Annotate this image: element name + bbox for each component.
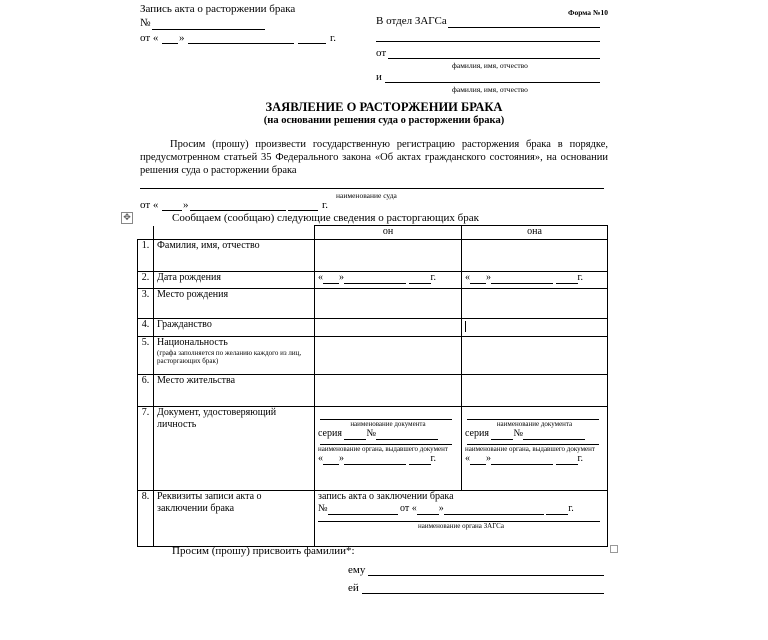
table-header-row	[138, 226, 608, 240]
doc-name-caption: наименование документа	[350, 420, 426, 428]
row-note-nationality: (графа заполняется по желанию каждого из лиц, расторгающих брак)	[157, 349, 302, 365]
she-id-document-cell[interactable]: наименование документа серия № наименование органа, выдавшего документ « » г.	[462, 407, 608, 491]
surname-request: Просим (прошу) присвоить фамилии*:	[172, 545, 355, 557]
surname-him-label: ему	[348, 564, 366, 576]
court-caption: наименование суда	[336, 191, 397, 200]
court-name-field[interactable]	[140, 188, 604, 189]
fio-caption-1: фамилия, имя, отчество	[452, 61, 528, 70]
table-row	[138, 375, 608, 407]
row-number: 1.	[138, 240, 154, 272]
info-line: Сообщаем (сообщаю) следующие сведения о расторгающих брак	[172, 212, 479, 224]
row-label-residence: Место жительства	[154, 375, 315, 407]
table-row	[138, 272, 608, 289]
he-nationality-cell[interactable]	[315, 337, 462, 375]
he-id-document-cell[interactable]: наименование документа серия № наименование органа, выдавшего документ « » г.	[315, 407, 462, 491]
row-label-birthdate: Дата рождения	[154, 272, 315, 289]
row-number: 7.	[138, 407, 154, 491]
row-number: 2.	[138, 272, 154, 289]
act-date-month-field[interactable]	[188, 43, 294, 44]
registry-caption: наименование органа ЗАГСа	[418, 522, 504, 530]
table-row	[138, 407, 608, 491]
row-label-fio: Фамилия, имя, отчество	[154, 240, 315, 272]
move-icon[interactable]: ✥	[121, 212, 133, 224]
fio-caption-2: фамилия, имя, отчество	[452, 85, 528, 94]
row-label-id-document: Документ, удостоверяющий личность	[154, 407, 315, 491]
surname-him-field[interactable]	[368, 575, 604, 576]
act-number-label: №	[140, 17, 151, 29]
court-date-quote: »	[183, 199, 189, 211]
text-cursor	[465, 321, 466, 332]
he-birthplace-cell[interactable]	[315, 289, 462, 319]
document-title: ЗАЯВЛЕНИЕ О РАСТОРЖЕНИИ БРАКА	[265, 100, 503, 114]
resize-handle[interactable]	[610, 545, 618, 553]
row-label-marriage-record: Реквизиты записи акта о заключении брака	[154, 491, 315, 547]
act-date-day-field[interactable]	[162, 43, 178, 44]
from-label: от	[376, 47, 387, 59]
column-she: она	[462, 226, 608, 240]
zags-field-2[interactable]	[376, 41, 600, 42]
and-fio-field[interactable]	[385, 82, 600, 83]
doc-name-caption: наименование документа	[496, 420, 573, 428]
act-date-quote: »	[179, 32, 185, 44]
row-number: 3.	[138, 289, 154, 319]
she-residence-cell[interactable]	[462, 375, 608, 407]
table-row	[138, 491, 608, 547]
row-number: 6.	[138, 375, 154, 407]
details-table	[137, 225, 608, 547]
table-row	[138, 319, 608, 337]
she-nationality-cell[interactable]	[462, 337, 608, 375]
surname-her-label: ей	[348, 582, 359, 594]
form-number: Форма №10	[568, 8, 608, 17]
act-date-from-label: от «	[140, 32, 159, 44]
court-date-month-field[interactable]	[190, 210, 286, 211]
act-date-year-suffix: г.	[330, 32, 337, 44]
he-citizenship-cell[interactable]	[315, 319, 462, 337]
table-row	[138, 289, 608, 319]
he-fio-cell[interactable]	[315, 240, 462, 272]
act-date-year-field[interactable]	[298, 43, 326, 44]
row-number: 8.	[138, 491, 154, 547]
zags-label: В отдел ЗАГСа	[376, 15, 447, 27]
request-paragraph: Просим (прошу) произвести государственную регистрацию расторжения брака в порядке, предусмотренном статьей 35 Федерального закона «Об актах гражданского состояния», на основании решения суда о расторжении брака	[140, 139, 608, 176]
column-he: он	[315, 226, 462, 240]
she-citizenship-cell[interactable]	[462, 319, 608, 337]
court-date-year-suffix: г.	[322, 199, 329, 211]
marriage-record-cell[interactable]: запись акта о заключении брака № от « » г. наименование органа ЗАГСа	[315, 491, 608, 547]
issuer-caption: наименование органа, выдавшего документ	[465, 445, 595, 453]
marriage-record-label: запись акта о заключении брака	[318, 491, 454, 502]
row-label-birthplace: Место рождения	[154, 289, 315, 319]
registry-name-field[interactable]	[318, 515, 600, 522]
row-label-citizenship: Гражданство	[154, 319, 315, 337]
act-record-title: Запись акта о расторжении брака	[140, 3, 296, 15]
surname-her-field[interactable]	[362, 593, 604, 594]
and-label: и	[376, 71, 382, 83]
he-residence-cell[interactable]	[315, 375, 462, 407]
zags-field[interactable]	[448, 27, 600, 28]
document-subtitle: (на основании решения суда о расторжении брака)	[263, 115, 505, 126]
court-date-year-field[interactable]	[288, 210, 318, 211]
court-date-from-label: от «	[140, 199, 159, 211]
she-fio-cell[interactable]	[462, 240, 608, 272]
table-row	[138, 337, 608, 375]
table-row	[138, 240, 608, 272]
row-number: 4.	[138, 319, 154, 337]
court-date-day-field[interactable]	[162, 210, 182, 211]
from-fio-field[interactable]	[388, 58, 600, 59]
he-birthdate-cell[interactable]: « » г.	[315, 272, 462, 289]
she-birthdate-cell[interactable]: « » г.	[462, 272, 608, 289]
act-number-field[interactable]	[152, 29, 265, 30]
she-birthplace-cell[interactable]	[462, 289, 608, 319]
row-label-nationality: Национальность	[157, 337, 228, 348]
issuer-caption: наименование органа, выдавшего документ	[318, 445, 448, 453]
row-number: 5.	[138, 337, 154, 375]
